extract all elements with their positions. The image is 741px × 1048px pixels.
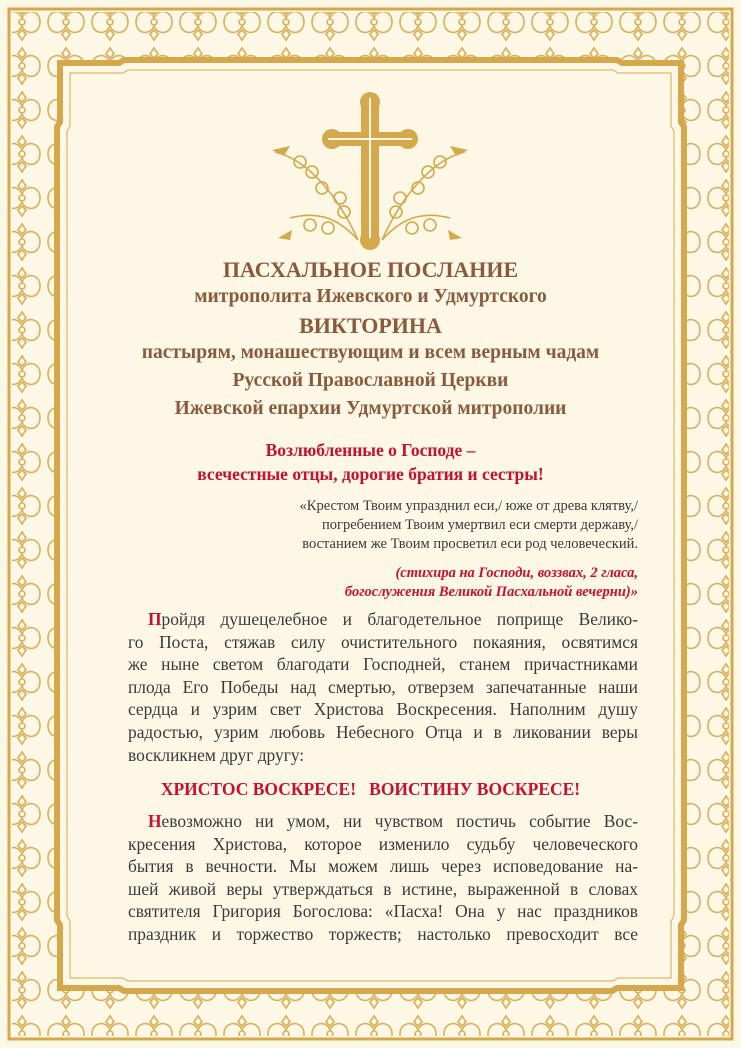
body-line: го Поста, стяжав силу очистительного покаяния, освятимся [128,631,638,652]
body-line: воскликнем друг другу: [128,744,305,765]
subtitle-line: пастырям, монашествующим и всем верным чадам [141,342,600,363]
body-line: плода Его Победы над смертью, отверзем запечатанные наши [128,676,638,697]
body-line: радостью, узрим любовь Небесного Отца и в ликовании веры [128,721,638,742]
source-line: (стихира на Господи, воззвах, 2 гласа, [395,565,638,581]
subtitle-line: Ижевской епархии Удмуртской митрополии [174,398,567,419]
body-line: сердца и узрим свет Христова Воскресения. Наполним душу [128,699,638,720]
epigraph-line: востанием же Твоим просветил еси род человеческий. [302,536,638,552]
greeting-line: всечестные отцы, дорогие братия и сестры! [197,464,544,484]
body-line: же ныне светом благодати Господней, станем причастниками [128,654,638,675]
body-line: Пройдя душецелебное и благодетельное поприще Велико- [148,609,638,629]
body-line: шей живой веры утверждаться в истине, выраженной в словах [128,878,638,899]
subtitle-line: Русской Православной Церкви [232,370,509,391]
orthodox-cross-icon [270,90,470,250]
body-line: бытия в вечности. Мы можем лишь через исповедование на- [128,856,638,877]
subtitle-line: ВИКТОРИНА [299,313,442,338]
epigraph [300,497,638,554]
epigraph-source [345,564,638,602]
paragraph-1 [128,608,638,766]
paragraph-2 [128,810,638,946]
source-line: богослужения Великой Пасхальной вечерни)» [344,584,638,600]
body-line: кресения Христова, которое изменило судьбу человеческого [128,833,638,854]
epigraph-line: погребением Твоим умертвил еси смерти державу,/ [321,517,638,533]
drop-initial: П [148,609,162,629]
epigraph-line: «Крестом Твоим упразднил еси,/ юже от древа клятву,/ [299,498,638,514]
page-title: ПАСХАЛЬНОЕ ПОСЛАНИЕ [222,257,519,282]
body-line: святителя Григория Богослова: «Пасха! Она у нас праздников [128,901,638,922]
drop-initial: Н [148,811,162,831]
subtitle-line: митрополита Ижевского и Удмуртского [194,286,547,307]
greeting-line: Возлюбленные о Господе – [265,440,476,460]
easter-acclamation: ХРИСТОС ВОСКРЕСЕ! ВОИСТИНУ ВОСКРЕСЕ! [160,779,581,799]
body-line: Невозможно ни умом, ни чувством постичь событие Вос- [148,811,638,831]
body-line: праздник и торжество торжеств; настолько превосходит все [128,923,638,944]
